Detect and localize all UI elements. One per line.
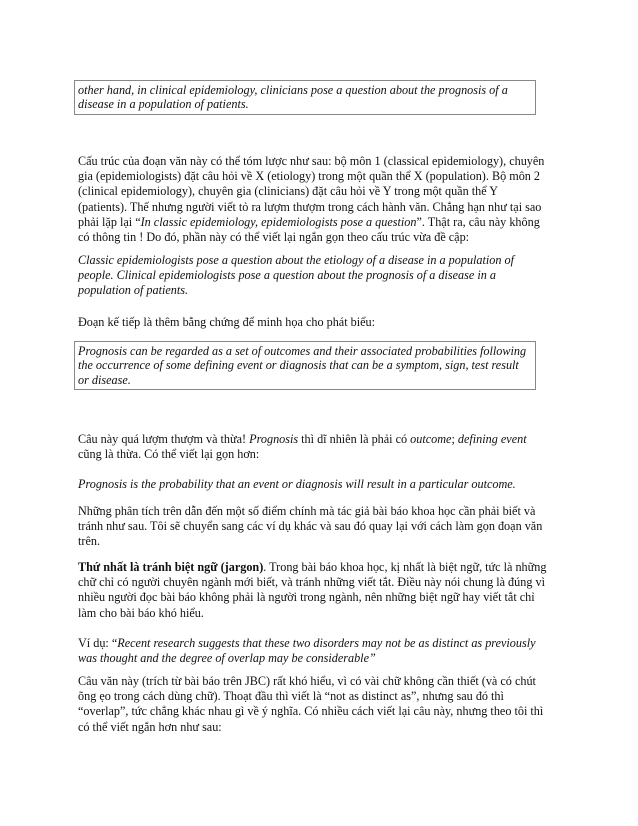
quote-box-clinical xyxy=(74,80,536,115)
italic-term: outcome xyxy=(410,432,452,446)
paragraph-text: ; xyxy=(451,432,458,446)
quote-box-prognosis xyxy=(74,341,536,390)
paragraph-structure xyxy=(78,154,548,245)
paragraph-text: Câu này quá lượm thượm và thừa! xyxy=(78,432,250,446)
paragraph-text: ”. Thật ra, câu này không có thông tin ! Do đó, phần này có thể viết lại ngắn gọn theo cấu trúc vừa đề cập: xyxy=(78,214,540,245)
paragraph-example xyxy=(78,636,548,666)
quote-text: Prognosis can be regarded as a set of outcomes and their associated probabilities following the occurrence of some defining event or diagnosis that can be a symptom, sign, test result or disease. xyxy=(78,344,527,387)
paragraph-text: Những phân tích trên dẫn đến một số điểm chính mà tác giả bài báo khoa học cần phải biết và tránh như sau. Tôi sẽ chuyển sang các ví dụ khác và sau đó quay lại với cách làm gọn đoạn văn trên. xyxy=(78,504,543,549)
paragraph-text: Prognosis is the probability that an event or diagnosis will result in a particular outcome. xyxy=(78,477,516,491)
paragraph-rewrite-example xyxy=(78,253,548,299)
paragraph-text: Câu văn này (trích từ bài báo trên JBC) rất khó hiểu, vì có vài chữ không cần thiết (và có chút õng ẹo trong cách dùng chữ). Thoạt đầu thì viết là “not as distinct as”, nhưng sau đó thì “overlap”, tức chẳng khác nhau gì về ý nghĩa. Có nhiều cách viết lại câu này, nhưng theo tôi thì có thể viết ngắn hơn như sau: xyxy=(78,674,544,734)
quote-text: other hand, in clinical epidemiology, clinicians pose a question about the prognosis of a disease in a population of patients. xyxy=(78,83,508,112)
paragraph-definition xyxy=(78,477,548,492)
paragraph-text: thì dĩ nhiên là phải có xyxy=(298,432,411,446)
italic-quote: In classic epidemiology, epidemiologists pose a question xyxy=(140,214,417,229)
paragraph-text: Ví dụ: “ xyxy=(78,636,118,650)
italic-quote: Recent research suggests that these two disorders may not be as distinct as previously was thought and the degree of overlap may be considerable” xyxy=(78,636,536,666)
italic-term: Prognosis xyxy=(249,432,299,446)
paragraph-explanation xyxy=(78,674,548,735)
bold-heading: Thứ nhất là tránh biệt ngữ (jargon) xyxy=(78,560,264,574)
paragraph-jargon xyxy=(78,560,548,621)
italic-term: defining event xyxy=(457,432,527,446)
paragraph-text: Classic epidemiologists pose a question about the etiology of a disease in a population of people. Clinical epidemiologists pose a question about the prognosis of a disease in a population of patients. xyxy=(78,253,515,298)
paragraph-text: cũng là thừa. Có thể viết lại gọn hơn: xyxy=(78,447,260,462)
paragraph-text: . Trong bài báo khoa học, kị nhất là biệt ngữ, tức là những chữ chỉ có người chuyên ngành mới biết, và tránh những viết tắt. Điều này nói chung là đúng vì nhiều người đọc bài báo không phải là người trong ngành, nên những biệt ngữ hay viết tắt chỉ làm cho bài báo khó hiểu. xyxy=(78,560,547,620)
paragraph-text: Cấu trúc của đoạn văn này có thể tóm lược như sau: bộ môn 1 (classical epidemiology), chuyên gia (epidemiologists) đặt câu hỏi về X (etiology) trong một quần thể X (population). Bộ môn 2 (clinical epidemiology), chuyên gia (clinicians) đặt câu hỏi về Y trong một quần thể Y (patients). Thế nhưng người viết tỏ ra lượm thượm trong cách hành văn. Chẳng hạn như tại sao phải lặp lại “ xyxy=(78,154,545,229)
paragraph-text: Đoạn kế tiếp là thêm bằng chứng để minh họa cho phát biểu: xyxy=(78,315,375,329)
paragraph-analysis xyxy=(78,504,548,550)
paragraph-intro xyxy=(78,315,548,330)
paragraph-critique xyxy=(78,432,548,462)
